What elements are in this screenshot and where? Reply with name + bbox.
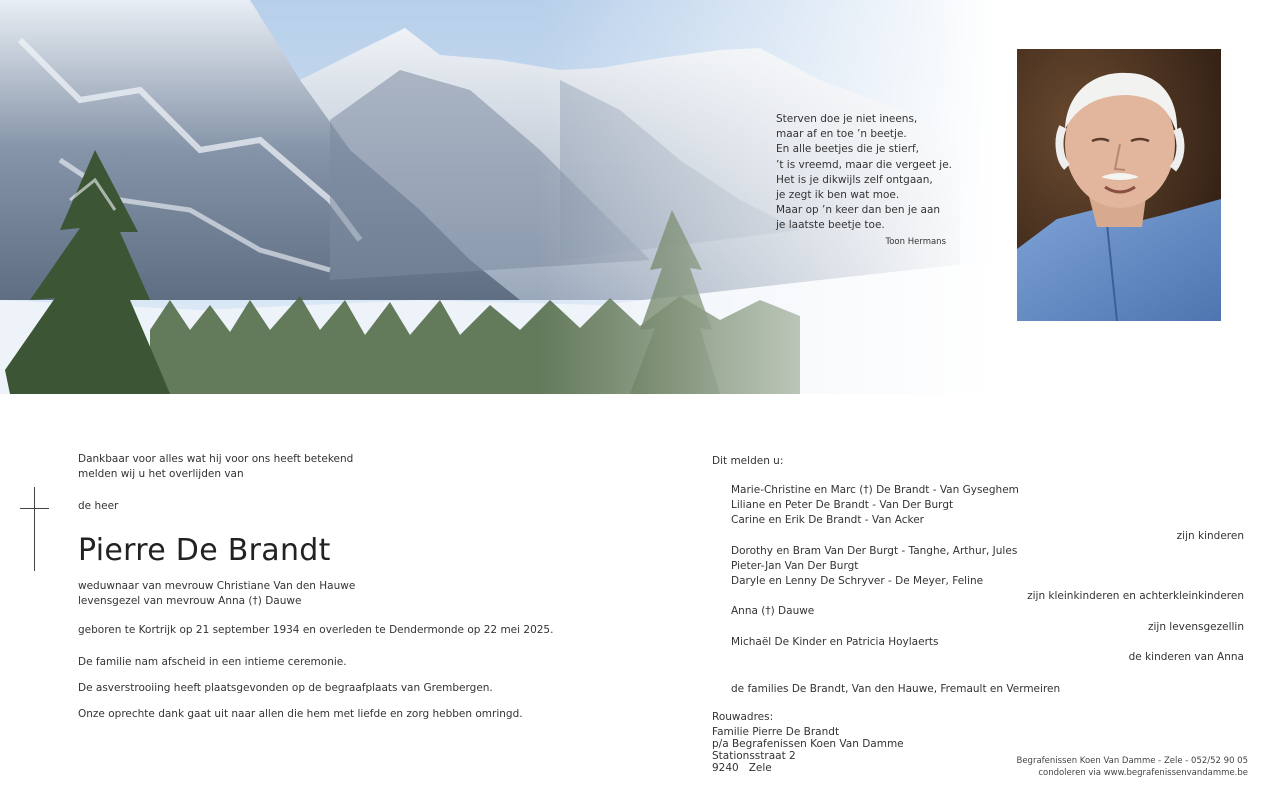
relation-line-1: weduwnaar van mevrouw Christiane Van den Hauwe	[78, 580, 356, 592]
portrait-photo	[1017, 49, 1221, 321]
children-label: zijn kinderen	[1176, 530, 1244, 542]
portrait-image	[1017, 49, 1221, 321]
condolence-link[interactable]: condoleren via www.begrafenissenvandamme.be	[1038, 767, 1248, 778]
poem-line: je laatste beetje toe.	[776, 219, 885, 232]
funeral-home-contact: Begrafenissen Koen Van Damme - Zele - 052/52 90 05	[1016, 756, 1248, 766]
address-line: Stationsstraat 2	[712, 750, 796, 762]
intro-line-1: Dankbaar voor alles wat hij voor ons heeft betekend	[78, 453, 354, 465]
grandchild-line: Pieter-Jan Van Der Burgt	[731, 560, 859, 572]
anna-children-label: de kinderen van Anna	[1128, 651, 1244, 663]
child-line: Carine en Erik De Brandt - Van Acker	[731, 514, 924, 526]
poem-author: Toon Hermans	[885, 236, 946, 247]
partner-label: zijn levensgezellin	[1147, 621, 1244, 633]
poem-line: je zegt ik ben wat moe.	[776, 189, 900, 202]
deceased-title: de heer	[78, 500, 119, 512]
cross-icon-bar	[20, 508, 49, 509]
relation-line-2: levensgezel van mevrouw Anna (†) Dauwe	[78, 595, 302, 607]
poem	[776, 112, 952, 250]
header-banner	[0, 0, 1280, 394]
address-heading: Rouwadres:	[712, 711, 774, 723]
cross-icon	[34, 487, 35, 571]
child-line: Liliane en Peter De Brandt - Van Der Burgt	[731, 499, 954, 511]
poem-line: En alle beetjes die je stierf,	[776, 143, 919, 156]
funeral-home-footer	[1017, 756, 1249, 779]
poem-line: Maar op ’n keer dan ben je aan	[776, 204, 941, 217]
thanks-paragraph: Onze oprechte dank gaat uit naar allen die hem met liefde en zorg hebben omringd.	[78, 708, 523, 720]
birth-death-line: geboren te Kortrijk op 21 september 1934 en overleden te Dendermonde op 22 mei 2025.	[78, 624, 554, 636]
address-line: Familie Pierre De Brandt	[712, 726, 840, 738]
address-line: 9240 Zele	[712, 762, 772, 774]
child-line: Marie-Christine en Marc (†) De Brandt - Van Gyseghem	[731, 484, 1019, 496]
family-heading: Dit melden u:	[712, 455, 784, 467]
poem-line: ’t is vreemd, maar die vergeet je.	[776, 158, 952, 171]
ashes-paragraph: De asverstrooiing heeft plaatsgevonden op de begraafplaats van Grembergen.	[78, 682, 493, 694]
poem-line: Sterven doe je niet ineens,	[776, 113, 918, 125]
grandchild-line: Daryle en Lenny De Schryver - De Meyer, Feline	[731, 575, 984, 587]
grandchild-line: Dorothy en Bram Van Der Burgt - Tanghe, Arthur, Jules	[731, 545, 1018, 557]
grandchildren-label: zijn kleinkinderen en achterkleinkinderen	[1027, 590, 1244, 602]
families-line: de families De Brandt, Van den Hauwe, Fremault en Vermeiren	[731, 683, 1061, 695]
ceremony-paragraph: De familie nam afscheid in een intieme ceremonie.	[78, 656, 347, 668]
intro-line-2: melden wij u het overlijden van	[78, 468, 244, 480]
address-line: p/a Begrafenissen Koen Van Damme	[712, 738, 904, 750]
poem-line: Het is je dikwijls zelf ontgaan,	[776, 173, 933, 186]
poem-line: maar af en toe ’n beetje.	[776, 128, 907, 141]
partner-line: Anna (†) Dauwe	[731, 605, 815, 617]
anna-children-line: Michaël De Kinder en Patricia Hoylaerts	[731, 636, 939, 648]
deceased-name: Pierre De Brandt	[78, 533, 331, 568]
